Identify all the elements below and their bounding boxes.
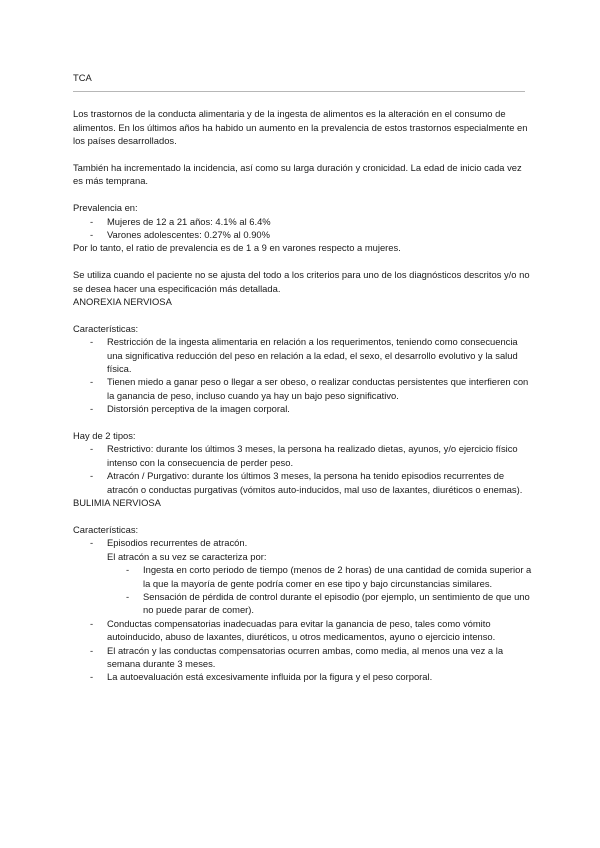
bulimia-characteristic-item: - El atracón y las conductas compensatorias ocurren ambas, como media, al menos una vez a la semana durante 3 meses. xyxy=(73,644,533,671)
intro-paragraph-3: Se utiliza cuando el paciente no se ajusta del todo a los criterios para uno de los diagnósticos descritos y/o no se desea hacer una especificación más detallada. xyxy=(73,269,530,294)
bulimia-characteristics-list xyxy=(73,536,533,683)
anorexia-type-item: - Atracón / Purgativo: durante los últimos 3 meses, la persona ha tenido episodios recurrentes de atracón o conductas purgativas (vómitos auto-inducidos, mal uso de laxantes, diuréticos o enemas). xyxy=(73,469,533,496)
bulimia-binge-sublist xyxy=(107,563,533,617)
bulimia-binge-subitem: - Sensación de pérdida de control durante el episodio (por ejemplo, un sentimiento de que uno no puede parar de comer). xyxy=(107,590,533,617)
bulimia-heading: BULIMIA NERVIOSA xyxy=(73,497,161,509)
anorexia-characteristics-label: Características: xyxy=(73,322,139,334)
title-divider xyxy=(73,91,525,92)
anorexia-characteristics-list xyxy=(73,335,533,415)
bulimia-characteristic-item: - La autoevaluación está excesivamente influida por la figura y el peso corporal. xyxy=(73,670,533,683)
bulimia-characteristic-item: - Conductas compensatorias inadecuadas para evitar la ganancia de peso, tales como vómito autoinducido, abuso de laxantes, diuréticos, u otros medicamentos, ayuno o ejercicio intenso. xyxy=(73,617,533,644)
anorexia-heading: ANOREXIA NERVIOSA xyxy=(73,296,172,308)
anorexia-characteristic-item: - Distorsión perceptiva de la imagen corporal. xyxy=(73,402,533,415)
intro-paragraph-1: Los trastornos de la conducta alimentaria y de la ingesta de alimentos es la alteración en el consumo de alimentos. En los últimos años ha habido un aumento en la prevalencia de estos trastornos especialmente en los países desarrollados. xyxy=(73,108,528,147)
anorexia-type-item: - Restrictivo: durante los últimos 3 meses, la persona ha realizado dietas, ayunos, y/o ejercicio físico intenso con la consecuencia de perder peso. xyxy=(73,442,533,469)
prevalence-label: Prevalencia en: xyxy=(73,202,138,214)
bulimia-characteristic-item xyxy=(73,536,533,616)
prevalence-item-women: - Mujeres de 12 a 21 años: 4.1% al 6.4% xyxy=(73,215,533,228)
bulimia-characteristics-label: Características: xyxy=(73,523,139,535)
bulimia-item1-sub-intro: El atracón a su vez se caracteriza por: xyxy=(107,550,267,562)
prevalence-list xyxy=(73,215,533,242)
bulimia-binge-subitem: - Ingesta en corto periodo de tiempo (menos de 2 horas) de una cantidad de comida superior a la que la mayoría de gente podría comer en ese tipo y bajo circunstancias similares. xyxy=(107,563,533,590)
intro-paragraph-2: También ha incrementado la incidencia, así como su larga duración y cronicidad. La edad de inicio cada vez es más temprana. xyxy=(73,162,522,187)
bulimia-item1-main: - Episodios recurrentes de atracón. xyxy=(107,537,248,549)
anorexia-types-list xyxy=(73,442,533,496)
anorexia-characteristic-item: - Restricción de la ingesta alimentaria en relación a los requerimentos, teniendo como consecuencia una significativa reducción del peso en relación a la edad, el sexo, el desarrollo evolutivo y la salud física. xyxy=(73,335,533,375)
document-content xyxy=(73,71,533,684)
prevalence-item-men: - Varones adolescentes: 0.27% al 0.90% xyxy=(73,228,533,241)
document-title: TCA xyxy=(73,72,92,83)
anorexia-characteristic-item: - Tienen miedo a ganar peso o llegar a ser obeso, o realizar conductas persistentes que interfieren con la ganancia de peso, incluso cuando ya hay un bajo peso significativo. xyxy=(73,375,533,402)
prevalence-ratio: Por lo tanto, el ratio de prevalencia es de 1 a 9 en varones respecto a mujeres. xyxy=(73,242,401,254)
anorexia-types-label: Hay de 2 tipos: xyxy=(73,430,136,442)
